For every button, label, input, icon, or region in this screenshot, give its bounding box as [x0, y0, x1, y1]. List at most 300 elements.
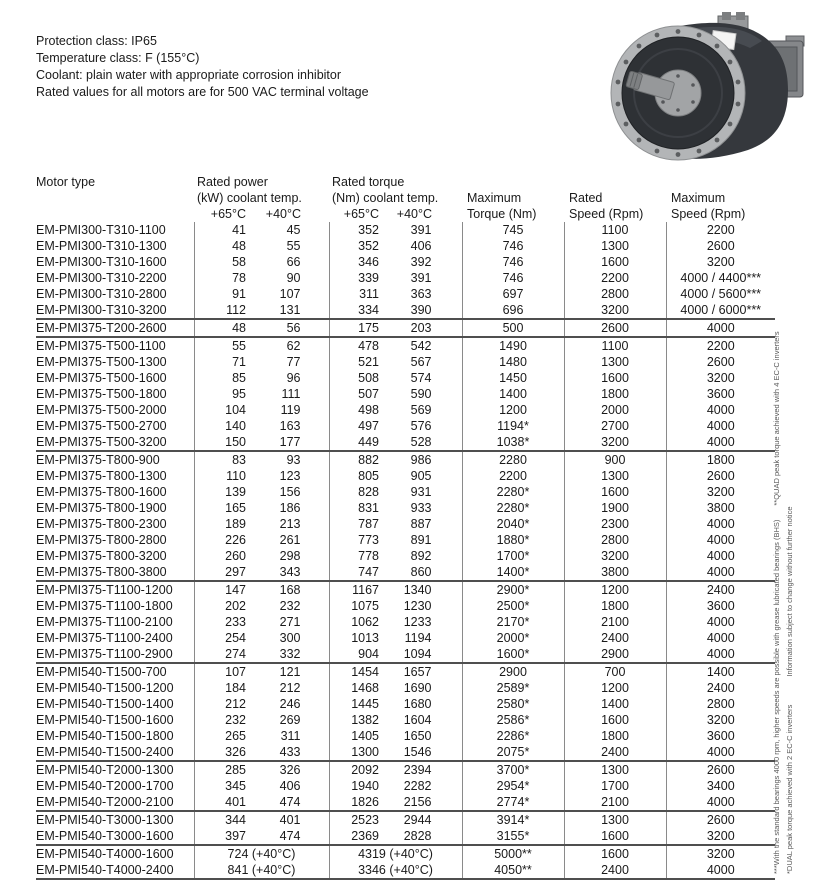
cell-power-40: 56	[262, 319, 329, 337]
table-row	[36, 337, 775, 354]
cell-max-speed: 4000	[666, 402, 775, 418]
cell-torque-65: 1454	[329, 663, 396, 680]
cell-torque-65: 334	[329, 302, 396, 319]
cell-rated-speed: 1200	[564, 581, 666, 598]
cell-torque-65: 1405	[329, 728, 396, 744]
cell-max-speed: 3200	[666, 712, 775, 728]
cell-max-torque: 1200	[462, 402, 564, 418]
cell-rated-speed: 2600	[564, 319, 666, 337]
cell-power-65: 140	[194, 418, 262, 434]
cell-rated-speed: 1400	[564, 696, 666, 712]
cell-max-torque: 2589*	[462, 680, 564, 696]
cell-motor-type: EM-PMI375-T800-3800	[36, 564, 194, 581]
cell-power-65: 297	[194, 564, 262, 581]
cell-torque-40: 887	[410, 517, 432, 531]
cell-torque-span: 3346 (+40°C)	[329, 862, 462, 879]
cell-max-torque: 1480	[462, 354, 564, 370]
col-max-speed-unit: Speed (Rpm)	[671, 207, 746, 221]
cell-power-65: 212	[194, 696, 262, 712]
cell-torque-65: 1826	[329, 794, 396, 811]
table-row	[36, 630, 775, 646]
cell-torque-40: 363	[410, 287, 432, 301]
cell-motor-type: EM-PMI375-T1100-1800	[36, 599, 173, 613]
cell-max-torque: 2580*	[462, 696, 564, 712]
cell-torque-65: 1445	[329, 696, 396, 712]
cell-torque-40: 905	[410, 469, 432, 483]
cell-max-torque: 2280	[462, 451, 564, 468]
footnote-dual: *DUAL peak torque achieved with 2 EC-C inverters	[785, 704, 794, 874]
cell-power-65: 110	[194, 468, 262, 484]
table-row	[36, 564, 775, 581]
spec-info-block	[36, 33, 369, 101]
spec-line-coolant: Coolant: plain water with appropriate corrosion inhibitor	[36, 68, 342, 82]
cell-motor-type: EM-PMI375-T500-1600	[36, 371, 167, 385]
cell-max-torque: 1700*	[462, 548, 564, 564]
cell-power-65: 397	[194, 828, 262, 845]
cell-motor-type: EM-PMI540-T1500-700	[36, 665, 167, 679]
table-row	[36, 484, 775, 500]
col-power-65: +65°C	[210, 207, 246, 221]
cell-motor-type: EM-PMI540-T4000-2400	[36, 862, 194, 879]
cell-rated-speed: 1600	[564, 828, 666, 845]
col-rated-speed-unit: Speed (Rpm)	[569, 207, 644, 221]
cell-max-torque: 2170*	[462, 614, 564, 630]
cell-torque-65: 828	[329, 484, 396, 500]
cell-max-torque: 3914*	[462, 811, 564, 828]
motor-product-image	[600, 8, 828, 171]
cell-torque-40: 567	[410, 355, 432, 369]
cell-torque-65: 1468	[329, 680, 396, 696]
cell-rated-speed: 2100	[564, 794, 666, 811]
cell-torque-65: 1062	[329, 614, 396, 630]
cell-max-speed: 4000	[666, 646, 775, 663]
cell-motor-type: EM-PMI375-T1100-2900	[36, 646, 194, 663]
cell-max-speed: 3400	[666, 778, 775, 794]
cell-rated-speed: 1300	[564, 811, 666, 828]
footnote-line-2	[785, 249, 794, 874]
table-row	[36, 581, 775, 598]
cell-torque-span: 4319 (+40°C)	[329, 845, 462, 862]
cell-torque-65: 497	[329, 418, 396, 434]
flange	[611, 26, 745, 160]
cell-max-speed: 3600	[666, 386, 775, 402]
cell-max-speed: 3800	[666, 500, 775, 516]
cell-motor-type: EM-PMI540-T1500-1400	[36, 697, 174, 711]
table-row	[36, 370, 775, 386]
cell-power-40: 213	[279, 517, 301, 531]
cell-max-speed: 4000	[666, 434, 775, 451]
cell-power-40: 121	[279, 665, 301, 679]
cell-motor-type: EM-PMI540-T4000-1600	[36, 847, 174, 861]
cell-motor-type: EM-PMI300-T310-1100	[36, 223, 166, 237]
cell-power-40: 474	[262, 794, 329, 811]
cell-torque-65: 508	[329, 370, 396, 386]
cell-power-span: 724 (+40°C)	[194, 845, 329, 862]
cell-torque-40: 2828	[396, 828, 462, 845]
cell-max-speed: 1400	[666, 663, 775, 680]
cell-max-speed: 4000	[666, 744, 775, 761]
cell-power-40: 311	[280, 729, 301, 743]
cell-torque-40: 391	[410, 271, 432, 285]
cell-power-40: 119	[280, 403, 301, 417]
cell-max-torque: 696	[462, 302, 564, 319]
cell-rated-speed: 1600	[564, 254, 666, 270]
cell-max-speed: 4000 / 4400***	[666, 270, 775, 286]
cell-power-40: 77	[286, 355, 301, 369]
cell-power-65: 112	[194, 302, 262, 319]
footnote-info-subject: Information subject to change without further notice	[785, 506, 794, 677]
cell-motor-type: EM-PMI375-T800-1600	[36, 485, 167, 499]
cell-power-40: 62	[286, 339, 301, 353]
cell-torque-65: 352	[329, 238, 396, 254]
cell-max-speed: 2600	[666, 468, 775, 484]
cell-power-65: 233	[194, 614, 262, 630]
table-row	[36, 845, 775, 862]
col-rated-power: Rated power	[197, 175, 268, 189]
cell-power-40: 163	[279, 419, 301, 433]
table-row	[36, 663, 775, 680]
cell-torque-65: 1167	[329, 581, 396, 598]
cell-rated-speed: 1600	[564, 484, 666, 500]
cell-rated-speed: 2100	[564, 614, 666, 630]
motor-photo-svg	[600, 8, 828, 166]
cell-power-65: 78	[194, 270, 262, 286]
cell-torque-40: 574	[410, 371, 432, 385]
cell-power-65: 265	[194, 728, 262, 744]
cell-max-torque: 697	[462, 286, 564, 302]
table-row	[36, 286, 775, 302]
cell-max-torque: 2280*	[462, 484, 564, 500]
col-rated-power-sub: (kW) coolant temp.	[197, 191, 302, 205]
cell-power-40: 156	[279, 485, 301, 499]
cell-power-40: 269	[279, 713, 301, 727]
cell-motor-type: EM-PMI375-T800-900	[36, 453, 160, 467]
cell-power-40: 131	[262, 302, 329, 319]
cell-torque-40: 1546	[396, 744, 462, 761]
cell-motor-type: EM-PMI375-T800-3200	[36, 549, 167, 563]
table-row	[36, 778, 775, 794]
cell-motor-type: EM-PMI375-T500-2700	[36, 419, 167, 433]
cell-power-40: 271	[279, 615, 301, 629]
cell-max-speed: 3200	[666, 370, 775, 386]
cell-motor-type: EM-PMI540-T3000-1300	[36, 813, 174, 827]
cell-torque-65: 787	[329, 516, 396, 532]
table-row	[36, 238, 775, 254]
cell-torque-65: 352	[329, 222, 396, 238]
cell-torque-40: 1230	[403, 599, 432, 613]
cell-max-speed: 3200	[666, 484, 775, 500]
cell-power-65: 147	[194, 581, 262, 598]
table-row	[36, 500, 775, 516]
cell-rated-speed: 2800	[564, 532, 666, 548]
cell-torque-65: 773	[329, 532, 396, 548]
cell-max-torque: 745	[462, 222, 564, 238]
cell-power-span: 841 (+40°C)	[194, 862, 329, 879]
cell-torque-40: 1233	[403, 615, 432, 629]
cell-motor-type: EM-PMI300-T310-1600	[36, 255, 167, 269]
col-power-40: +40°C	[265, 207, 301, 221]
spec-line-rated-values: Rated values for all motors are for 500 VAC terminal voltage	[36, 85, 369, 99]
cell-rated-speed: 2200	[564, 270, 666, 286]
cell-rated-speed: 2000	[564, 402, 666, 418]
cell-torque-65: 805	[329, 468, 396, 484]
cell-max-torque: 2774*	[462, 794, 564, 811]
cell-torque-65: 1013	[329, 630, 396, 646]
cell-power-40: 55	[286, 239, 301, 253]
cell-torque-40: 391	[410, 223, 432, 237]
cell-power-65: 85	[194, 370, 262, 386]
cell-power-65: 202	[194, 598, 262, 614]
cell-power-40: 232	[279, 599, 301, 613]
cell-rated-speed: 3200	[564, 302, 666, 319]
cell-rated-speed: 1600	[564, 845, 666, 862]
cell-power-40: 246	[279, 697, 301, 711]
cell-max-speed: 4000	[666, 630, 775, 646]
cell-power-65: 326	[194, 744, 262, 761]
cell-rated-speed: 3200	[564, 434, 666, 451]
footnote-line-1	[772, 249, 781, 874]
cell-motor-type: EM-PMI540-T2000-2100	[36, 794, 194, 811]
cell-rated-speed: 1800	[564, 598, 666, 614]
cell-max-speed: 3200	[666, 828, 775, 845]
cell-torque-65: 778	[329, 548, 396, 564]
table-row	[36, 468, 775, 484]
cell-motor-type: EM-PMI375-T500-1800	[36, 387, 167, 401]
table-row	[36, 402, 775, 418]
footnote-quad: **QUAD peak torque achieved with 4 EC-C inverters	[772, 331, 781, 506]
table-row	[36, 862, 775, 879]
cell-max-torque: 2500*	[462, 598, 564, 614]
table-row	[36, 598, 775, 614]
cell-motor-type: EM-PMI540-T2000-1300	[36, 763, 174, 777]
cell-max-torque: 5000**	[462, 845, 564, 862]
cell-max-speed: 4000	[666, 516, 775, 532]
col-rated-speed: Rated	[569, 191, 603, 205]
table-row	[36, 696, 775, 712]
cell-torque-40: 2394	[403, 763, 432, 777]
cell-motor-type: EM-PMI300-T310-1300	[36, 239, 167, 253]
cell-max-speed: 4000	[666, 532, 775, 548]
table-row	[36, 516, 775, 532]
cell-torque-40: 406	[410, 239, 432, 253]
cell-max-torque: 2040*	[462, 516, 564, 532]
cell-rated-speed: 3800	[564, 564, 666, 581]
cell-max-speed: 2800	[666, 696, 775, 712]
cell-torque-40: 576	[410, 419, 432, 433]
cell-torque-40: 2944	[403, 813, 432, 827]
cell-max-speed: 4000	[666, 564, 775, 581]
table-row	[36, 794, 775, 811]
cell-torque-65: 1382	[329, 712, 396, 728]
cell-max-speed: 4000	[666, 319, 775, 337]
table-row	[36, 434, 775, 451]
cell-torque-65: 2092	[329, 761, 396, 778]
cell-rated-speed: 1100	[564, 337, 666, 354]
cell-max-torque: 2954*	[462, 778, 564, 794]
cell-torque-65: 831	[329, 500, 396, 516]
cell-max-speed: 2600	[666, 761, 775, 778]
cell-torque-65: 478	[329, 337, 396, 354]
cell-motor-type: EM-PMI375-T800-2800	[36, 533, 167, 547]
cell-max-torque: 2900	[462, 663, 564, 680]
cell-motor-type: EM-PMI300-T310-3200	[36, 302, 194, 319]
cell-torque-65: 311	[329, 286, 396, 302]
cell-max-speed: 4000	[666, 418, 775, 434]
cell-power-65: 41	[194, 222, 262, 238]
cell-motor-type: EM-PMI300-T310-2200	[36, 271, 167, 285]
cell-torque-65: 1300	[329, 744, 396, 761]
cell-power-40: 45	[286, 223, 301, 237]
col-max-torque-unit: Torque (Nm)	[467, 207, 537, 221]
cell-power-40: 326	[279, 763, 301, 777]
cell-power-65: 345	[194, 778, 262, 794]
col-rated-torque: Rated torque	[332, 175, 405, 189]
cell-max-speed: 3600	[666, 728, 775, 744]
cell-power-65: 344	[194, 811, 262, 828]
cell-power-40: 298	[279, 549, 301, 563]
cell-max-torque: 746	[462, 238, 564, 254]
table-row	[36, 254, 775, 270]
table-row	[36, 614, 775, 630]
cell-max-speed: 3200	[666, 845, 775, 862]
cell-max-speed: 1800	[666, 451, 775, 468]
cell-rated-speed: 1100	[564, 222, 666, 238]
cell-power-40: 474	[262, 828, 329, 845]
cell-torque-65: 521	[329, 354, 396, 370]
cell-torque-65: 1075	[329, 598, 396, 614]
cell-torque-65: 1940	[329, 778, 396, 794]
cell-max-torque: 1400*	[462, 564, 564, 581]
motor-spec-table	[36, 174, 775, 880]
cell-power-40: 186	[279, 501, 301, 515]
cell-max-speed: 3200	[666, 254, 775, 270]
footnote-bearings: ***With the standard bearings 4000 rpm, higher speeds are possible with grease lubricated bearings (BHS)	[772, 519, 781, 874]
cell-rated-speed: 2800	[564, 286, 666, 302]
cell-max-torque: 2586*	[462, 712, 564, 728]
cell-max-speed: 2200	[666, 337, 775, 354]
cell-max-speed: 4000 / 5600***	[666, 286, 775, 302]
cell-power-65: 107	[194, 663, 262, 680]
cell-torque-40: 1604	[403, 713, 432, 727]
cell-max-torque: 746	[462, 254, 564, 270]
cell-power-65: 189	[194, 516, 262, 532]
cell-max-speed: 3600	[666, 598, 775, 614]
col-max-torque: Maximum	[467, 191, 522, 205]
cell-torque-40: 528	[396, 434, 462, 451]
cell-torque-40: 1650	[403, 729, 432, 743]
cell-max-speed: 2600	[666, 238, 775, 254]
cell-power-65: 95	[194, 386, 262, 402]
cell-motor-type: EM-PMI375-T500-1100	[36, 339, 166, 353]
table-row	[36, 811, 775, 828]
table-row	[36, 418, 775, 434]
cell-power-40: 123	[279, 469, 301, 483]
cell-rated-speed: 1900	[564, 500, 666, 516]
cell-torque-65: 498	[329, 402, 396, 418]
table-row	[36, 744, 775, 761]
cell-torque-40: 1657	[403, 665, 432, 679]
cell-max-torque: 1600*	[462, 646, 564, 663]
cell-motor-type: EM-PMI375-T500-1300	[36, 355, 167, 369]
cell-max-speed: 2600	[666, 354, 775, 370]
cell-torque-40: 392	[410, 255, 432, 269]
cell-max-speed: 2200	[666, 222, 775, 238]
cell-max-torque: 2900*	[462, 581, 564, 598]
table-row	[36, 532, 775, 548]
cell-power-65: 184	[194, 680, 262, 696]
cell-power-65: 226	[194, 532, 262, 548]
cell-power-65: 150	[194, 434, 262, 451]
cell-power-40: 96	[286, 371, 301, 385]
cell-motor-type: EM-PMI375-T200-2600	[36, 319, 194, 337]
col-motor-type: Motor type	[36, 175, 96, 189]
cell-torque-65: 449	[329, 434, 396, 451]
cell-power-40: 261	[279, 533, 301, 547]
cell-torque-65: 904	[329, 646, 396, 663]
col-rated-torque-sub: (Nm) coolant temp.	[332, 191, 439, 205]
cell-torque-40: 2156	[396, 794, 462, 811]
cell-power-65: 83	[194, 451, 262, 468]
cell-max-torque: 1194*	[462, 418, 564, 434]
table-row	[36, 761, 775, 778]
cell-torque-65: 2523	[329, 811, 396, 828]
cell-max-torque: 2200	[462, 468, 564, 484]
cell-torque-65: 747	[329, 564, 396, 581]
cell-motor-type: EM-PMI375-T1100-2100	[36, 615, 173, 629]
cell-rated-speed: 3200	[564, 548, 666, 564]
cell-torque-40: 1680	[403, 697, 432, 711]
cell-max-torque: 2075*	[462, 744, 564, 761]
cell-power-65: 55	[194, 337, 262, 354]
cell-torque-65: 346	[329, 254, 396, 270]
cell-max-torque: 2280*	[462, 500, 564, 516]
cell-power-65: 401	[194, 794, 262, 811]
cell-max-torque: 746	[462, 270, 564, 286]
cell-motor-type: EM-PMI540-T1500-2400	[36, 744, 194, 761]
spec-line-protection: Protection class: IP65	[36, 34, 157, 48]
cell-power-65: 104	[194, 402, 262, 418]
cell-power-65: 91	[194, 286, 262, 302]
cell-power-65: 58	[194, 254, 262, 270]
cell-power-40: 406	[279, 779, 301, 793]
cell-rated-speed: 2400	[564, 862, 666, 879]
cell-power-40: 90	[286, 271, 301, 285]
cell-rated-speed: 700	[564, 663, 666, 680]
cell-torque-40: 2282	[403, 779, 432, 793]
cell-torque-40: 1194	[404, 631, 432, 645]
cell-power-40: 343	[262, 564, 329, 581]
cell-motor-type: EM-PMI300-T310-2800	[36, 287, 167, 301]
cell-power-65: 139	[194, 484, 262, 500]
cell-torque-40: 892	[410, 549, 432, 563]
cell-power-40: 93	[286, 453, 301, 467]
cell-motor-type: EM-PMI540-T1500-1600	[36, 713, 174, 727]
cell-torque-65: 175	[329, 319, 396, 337]
table-row	[36, 680, 775, 696]
cell-motor-type: EM-PMI540-T1500-1200	[36, 681, 174, 695]
table-body	[36, 222, 775, 879]
cell-torque-65: 339	[329, 270, 396, 286]
cell-power-65: 285	[194, 761, 262, 778]
col-torque-65: +65°C	[343, 207, 379, 221]
cell-torque-40: 203	[396, 319, 462, 337]
cell-max-speed: 2400	[666, 581, 775, 598]
cell-rated-speed: 1600	[564, 370, 666, 386]
cell-rated-speed: 1700	[564, 778, 666, 794]
cell-torque-40: 986	[410, 453, 432, 467]
cell-rated-speed: 1200	[564, 680, 666, 696]
cell-max-speed: 4000	[666, 794, 775, 811]
